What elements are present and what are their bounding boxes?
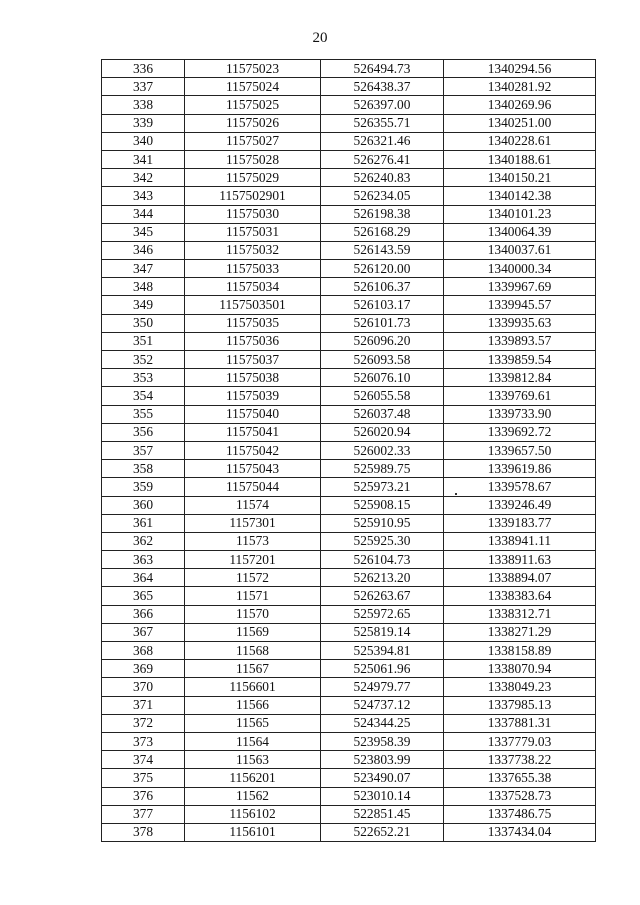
table-row [102, 260, 596, 278]
y-coordinate-cell: 1337881.31 [444, 714, 596, 732]
point-number-cell: 339 [102, 114, 185, 132]
point-number-cell: 345 [102, 223, 185, 241]
x-coordinate-cell: 523010.14 [321, 787, 444, 805]
x-coordinate-cell: 525925.30 [321, 532, 444, 550]
point-number-cell: 371 [102, 696, 185, 714]
table-row [102, 387, 596, 405]
table-row [102, 405, 596, 423]
point-id-cell: 11573 [185, 532, 321, 550]
table-row [102, 769, 596, 787]
y-coordinate-cell: 1339812.84 [444, 369, 596, 387]
point-number-cell: 354 [102, 387, 185, 405]
y-coordinate-cell: 1338383.64 [444, 587, 596, 605]
y-coordinate-cell: 1340000.34 [444, 260, 596, 278]
table-row [102, 423, 596, 441]
y-coordinate-cell: 1339935.63 [444, 314, 596, 332]
x-coordinate-cell: 525908.15 [321, 496, 444, 514]
point-id-cell: 11575031 [185, 223, 321, 241]
y-coordinate-cell: 1337434.04 [444, 823, 596, 841]
point-number-cell: 368 [102, 642, 185, 660]
point-number-cell: 376 [102, 787, 185, 805]
y-coordinate-cell: 1339578.67 [444, 478, 596, 496]
table-row [102, 551, 596, 569]
x-coordinate-cell: 526120.00 [321, 260, 444, 278]
point-id-cell: 11575039 [185, 387, 321, 405]
x-coordinate-cell: 525989.75 [321, 460, 444, 478]
table-row [102, 496, 596, 514]
x-coordinate-cell: 526055.58 [321, 387, 444, 405]
table-row [102, 478, 596, 496]
x-coordinate-cell: 526321.46 [321, 132, 444, 150]
point-id-cell: 11569 [185, 623, 321, 641]
point-id-cell: 11575033 [185, 260, 321, 278]
x-coordinate-cell: 526438.37 [321, 78, 444, 96]
point-id-cell: 11575026 [185, 114, 321, 132]
y-coordinate-cell: 1340064.39 [444, 223, 596, 241]
point-id-cell: 1157301 [185, 514, 321, 532]
point-number-cell: 357 [102, 441, 185, 459]
x-coordinate-cell: 526093.58 [321, 351, 444, 369]
table-row [102, 314, 596, 332]
x-coordinate-cell: 525972.65 [321, 605, 444, 623]
coordinates-table-body [102, 60, 596, 842]
table-row [102, 60, 596, 78]
point-number-cell: 346 [102, 241, 185, 259]
point-id-cell: 11575034 [185, 278, 321, 296]
table-row [102, 587, 596, 605]
table-row [102, 223, 596, 241]
point-id-cell: 11575038 [185, 369, 321, 387]
x-coordinate-cell: 525394.81 [321, 642, 444, 660]
y-coordinate-cell: 1338894.07 [444, 569, 596, 587]
x-coordinate-cell: 526355.71 [321, 114, 444, 132]
x-coordinate-cell: 526198.38 [321, 205, 444, 223]
x-coordinate-cell: 526397.00 [321, 96, 444, 114]
x-coordinate-cell: 524737.12 [321, 696, 444, 714]
y-coordinate-cell: 1339859.54 [444, 351, 596, 369]
point-number-cell: 338 [102, 96, 185, 114]
table-row [102, 532, 596, 550]
x-coordinate-cell: 523803.99 [321, 751, 444, 769]
point-number-cell: 356 [102, 423, 185, 441]
point-id-cell: 11575041 [185, 423, 321, 441]
point-id-cell: 1156201 [185, 769, 321, 787]
table-row [102, 78, 596, 96]
x-coordinate-cell: 526234.05 [321, 187, 444, 205]
x-coordinate-cell: 523958.39 [321, 732, 444, 750]
point-id-cell: 11562 [185, 787, 321, 805]
x-coordinate-cell: 526106.37 [321, 278, 444, 296]
x-coordinate-cell: 526168.29 [321, 223, 444, 241]
y-coordinate-cell: 1338911.63 [444, 551, 596, 569]
point-number-cell: 362 [102, 532, 185, 550]
table-row [102, 150, 596, 168]
y-coordinate-cell: 1340228.61 [444, 132, 596, 150]
point-number-cell: 341 [102, 150, 185, 168]
point-id-cell: 11563 [185, 751, 321, 769]
y-coordinate-cell: 1338158.89 [444, 642, 596, 660]
y-coordinate-cell: 1339967.69 [444, 278, 596, 296]
point-id-cell: 11575040 [185, 405, 321, 423]
y-coordinate-cell: 1340101.23 [444, 205, 596, 223]
y-coordinate-cell: 1337486.75 [444, 805, 596, 823]
table-row [102, 714, 596, 732]
y-coordinate-cell: 1340150.21 [444, 169, 596, 187]
point-number-cell: 342 [102, 169, 185, 187]
point-number-cell: 336 [102, 60, 185, 78]
point-id-cell: 11575036 [185, 332, 321, 350]
x-coordinate-cell: 525910.95 [321, 514, 444, 532]
x-coordinate-cell: 526096.20 [321, 332, 444, 350]
point-id-cell: 1156102 [185, 805, 321, 823]
x-coordinate-cell: 526101.73 [321, 314, 444, 332]
table-row [102, 514, 596, 532]
x-coordinate-cell: 524979.77 [321, 678, 444, 696]
page-number: 20 [312, 30, 328, 46]
y-coordinate-cell: 1340281.92 [444, 78, 596, 96]
y-coordinate-cell: 1338070.94 [444, 660, 596, 678]
table-row [102, 187, 596, 205]
table-row [102, 732, 596, 750]
point-number-cell: 363 [102, 551, 185, 569]
y-coordinate-cell: 1339893.57 [444, 332, 596, 350]
table-row [102, 623, 596, 641]
table-row [102, 660, 596, 678]
point-number-cell: 359 [102, 478, 185, 496]
y-coordinate-cell: 1340294.56 [444, 60, 596, 78]
point-id-cell: 11575025 [185, 96, 321, 114]
point-id-cell: 11567 [185, 660, 321, 678]
table-row [102, 605, 596, 623]
x-coordinate-cell: 526494.73 [321, 60, 444, 78]
point-id-cell: 11575043 [185, 460, 321, 478]
point-number-cell: 337 [102, 78, 185, 96]
point-number-cell: 353 [102, 369, 185, 387]
x-coordinate-cell: 526104.73 [321, 551, 444, 569]
x-coordinate-cell: 526213.20 [321, 569, 444, 587]
y-coordinate-cell: 1340188.61 [444, 150, 596, 168]
x-coordinate-cell: 525819.14 [321, 623, 444, 641]
x-coordinate-cell: 524344.25 [321, 714, 444, 732]
y-coordinate-cell: 1340269.96 [444, 96, 596, 114]
point-id-cell: 1157201 [185, 551, 321, 569]
table-row [102, 787, 596, 805]
y-coordinate-cell: 1340251.00 [444, 114, 596, 132]
table-row [102, 241, 596, 259]
y-coordinate-cell: 1339246.49 [444, 496, 596, 514]
y-coordinate-cell: 1337528.73 [444, 787, 596, 805]
point-id-cell: 11564 [185, 732, 321, 750]
point-id-cell: 11570 [185, 605, 321, 623]
coordinates-table [101, 59, 596, 842]
point-id-cell: 11565 [185, 714, 321, 732]
y-coordinate-cell: 1339692.72 [444, 423, 596, 441]
x-coordinate-cell: 526103.17 [321, 296, 444, 314]
table-row [102, 823, 596, 841]
point-number-cell: 369 [102, 660, 185, 678]
point-id-cell: 11571 [185, 587, 321, 605]
table-row [102, 169, 596, 187]
table-row [102, 96, 596, 114]
point-id-cell: 1156601 [185, 678, 321, 696]
point-number-cell: 378 [102, 823, 185, 841]
x-coordinate-cell: 522652.21 [321, 823, 444, 841]
point-number-cell: 343 [102, 187, 185, 205]
y-coordinate-cell: 1337985.13 [444, 696, 596, 714]
y-coordinate-cell: 1339769.61 [444, 387, 596, 405]
y-coordinate-cell: 1339733.90 [444, 405, 596, 423]
table-row [102, 441, 596, 459]
point-id-cell: 11566 [185, 696, 321, 714]
point-number-cell: 351 [102, 332, 185, 350]
y-coordinate-cell: 1337738.22 [444, 751, 596, 769]
point-number-cell: 348 [102, 278, 185, 296]
point-id-cell: 11568 [185, 642, 321, 660]
point-id-cell: 11575030 [185, 205, 321, 223]
y-coordinate-cell: 1337779.03 [444, 732, 596, 750]
point-id-cell: 11575024 [185, 78, 321, 96]
point-number-cell: 372 [102, 714, 185, 732]
y-coordinate-cell: 1338049.23 [444, 678, 596, 696]
table-row [102, 332, 596, 350]
y-coordinate-cell: 1338941.11 [444, 532, 596, 550]
table-row [102, 696, 596, 714]
point-number-cell: 367 [102, 623, 185, 641]
y-coordinate-cell: 1338271.29 [444, 623, 596, 641]
x-coordinate-cell: 526263.67 [321, 587, 444, 605]
point-id-cell: 11575028 [185, 150, 321, 168]
point-id-cell: 11575023 [185, 60, 321, 78]
table-row [102, 460, 596, 478]
table-row [102, 751, 596, 769]
point-number-cell: 366 [102, 605, 185, 623]
table-row [102, 351, 596, 369]
point-id-cell: 1157503501 [185, 296, 321, 314]
x-coordinate-cell: 525061.96 [321, 660, 444, 678]
point-number-cell: 370 [102, 678, 185, 696]
y-coordinate-cell: 1340142.38 [444, 187, 596, 205]
table-row [102, 369, 596, 387]
point-number-cell: 352 [102, 351, 185, 369]
x-coordinate-cell: 526020.94 [321, 423, 444, 441]
x-coordinate-cell: 523490.07 [321, 769, 444, 787]
y-coordinate-cell: 1339619.86 [444, 460, 596, 478]
x-coordinate-cell: 526276.41 [321, 150, 444, 168]
table-row [102, 805, 596, 823]
point-number-cell: 358 [102, 460, 185, 478]
point-number-cell: 344 [102, 205, 185, 223]
x-coordinate-cell: 526143.59 [321, 241, 444, 259]
point-number-cell: 375 [102, 769, 185, 787]
table-row [102, 205, 596, 223]
point-number-cell: 361 [102, 514, 185, 532]
point-id-cell: 11575035 [185, 314, 321, 332]
table-row [102, 114, 596, 132]
point-number-cell: 364 [102, 569, 185, 587]
point-id-cell: 1157502901 [185, 187, 321, 205]
x-coordinate-cell: 525973.21 [321, 478, 444, 496]
table-row [102, 569, 596, 587]
point-number-cell: 360 [102, 496, 185, 514]
x-coordinate-cell: 526076.10 [321, 369, 444, 387]
table-row [102, 642, 596, 660]
y-coordinate-cell: 1337655.38 [444, 769, 596, 787]
y-coordinate-cell: 1339183.77 [444, 514, 596, 532]
point-number-cell: 373 [102, 732, 185, 750]
point-number-cell: 347 [102, 260, 185, 278]
y-coordinate-cell: 1339657.50 [444, 441, 596, 459]
x-coordinate-cell: 526002.33 [321, 441, 444, 459]
x-coordinate-cell: 526240.83 [321, 169, 444, 187]
point-number-cell: 365 [102, 587, 185, 605]
y-coordinate-cell: 1338312.71 [444, 605, 596, 623]
point-number-cell: 374 [102, 751, 185, 769]
point-id-cell: 11575027 [185, 132, 321, 150]
x-coordinate-cell: 522851.45 [321, 805, 444, 823]
point-id-cell: 11575042 [185, 441, 321, 459]
table-row [102, 678, 596, 696]
y-coordinate-cell: 1339945.57 [444, 296, 596, 314]
table-row [102, 132, 596, 150]
y-coordinate-cell: 1340037.61 [444, 241, 596, 259]
point-id-cell: 11575029 [185, 169, 321, 187]
point-number-cell: 349 [102, 296, 185, 314]
point-id-cell: 11575037 [185, 351, 321, 369]
point-number-cell: 377 [102, 805, 185, 823]
table-row [102, 296, 596, 314]
point-number-cell: 350 [102, 314, 185, 332]
point-id-cell: 11574 [185, 496, 321, 514]
point-id-cell: 11572 [185, 569, 321, 587]
point-number-cell: 355 [102, 405, 185, 423]
point-id-cell: 11575032 [185, 241, 321, 259]
x-coordinate-cell: 526037.48 [321, 405, 444, 423]
point-id-cell: 11575044 [185, 478, 321, 496]
table-row [102, 278, 596, 296]
stray-mark [455, 493, 457, 495]
point-number-cell: 340 [102, 132, 185, 150]
point-id-cell: 1156101 [185, 823, 321, 841]
